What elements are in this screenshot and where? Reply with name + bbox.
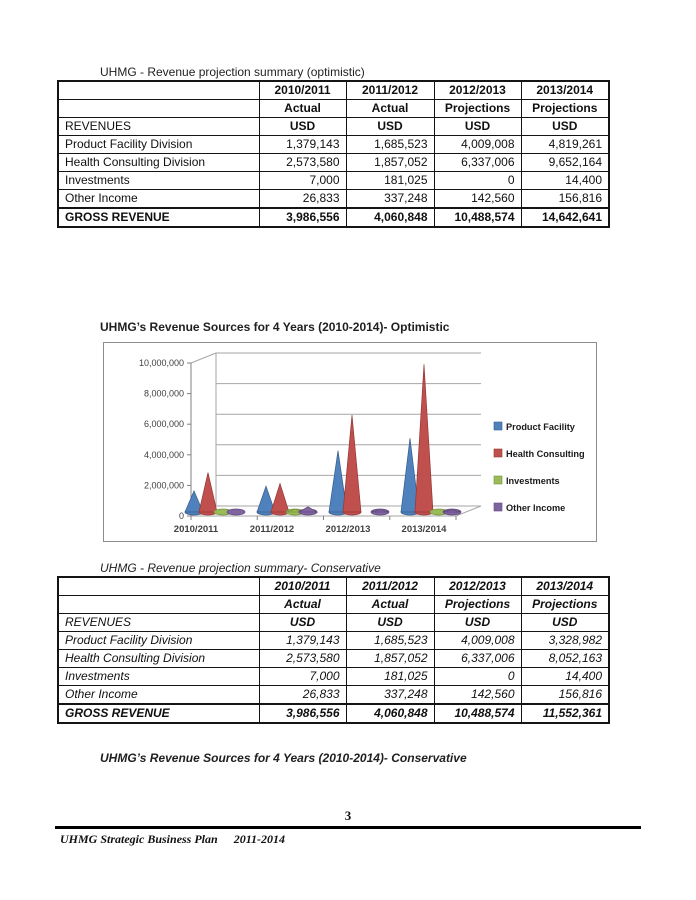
footer-doc-dates: 2011-2014 — [233, 832, 286, 846]
svg-text:8,000,000: 8,000,000 — [143, 388, 184, 399]
svg-text:0: 0 — [178, 511, 184, 521]
table-cell: 2010/2011 — [259, 577, 346, 596]
table-cell: 181,025 — [346, 668, 434, 686]
table-cell: 1,379,143 — [259, 632, 346, 650]
table-cell: Actual — [259, 100, 346, 118]
table-cell: Actual — [346, 100, 434, 118]
table-cell: Product Facility Division — [58, 136, 259, 154]
table-cell: 11,552,361 — [521, 704, 609, 723]
table-cell: 26,833 — [259, 190, 346, 209]
svg-text:Product Facility: Product Facility — [506, 422, 575, 432]
svg-text:2,000,000: 2,000,000 — [143, 480, 184, 491]
table-cell: 1,857,052 — [346, 154, 434, 172]
table-cell: 14,400 — [521, 668, 609, 686]
svg-text:Other Income: Other Income — [506, 503, 566, 513]
optimistic-chart-title: UHMG’s Revenue Sources for 4 Years (2010-2014)- Optimistic — [100, 320, 450, 334]
revenue-cone-chart — [103, 342, 597, 542]
table-cell: 1,685,523 — [346, 632, 434, 650]
conservative-chart-title: UHMG’s Revenue Sources for 4 Years (2010-2014)- Conservative — [100, 751, 467, 765]
table-cell: 14,400 — [521, 172, 609, 190]
table-row-total — [58, 208, 609, 227]
table-cell: Actual — [259, 596, 346, 614]
table-cell: 4,060,848 — [346, 208, 434, 227]
table-cell: 14,642,641 — [521, 208, 609, 227]
table-cell: Health Consulting Division — [58, 154, 259, 172]
table-cell: Projections — [434, 596, 521, 614]
table-cell: 10,488,574 — [434, 208, 521, 227]
table-cell: 2012/2013 — [434, 81, 521, 100]
table-cell — [58, 596, 259, 614]
table-cell: 2013/2014 — [521, 81, 609, 100]
table-cell: 2012/2013 — [434, 577, 521, 596]
table-cell: 8,052,163 — [521, 650, 609, 668]
table-cell: 3,986,556 — [259, 704, 346, 723]
table-cell: USD — [521, 614, 609, 632]
table-cell: 1,857,052 — [346, 650, 434, 668]
table-cell: Other Income — [58, 686, 259, 705]
svg-text:4,000,000: 4,000,000 — [143, 449, 184, 460]
table-row — [58, 190, 609, 209]
optimistic-table-title: UHMG - Revenue projection summary (optimistic) — [100, 65, 365, 79]
table-row-periods — [58, 100, 609, 118]
revenue-table-conservative — [57, 576, 610, 724]
table-cell: USD — [346, 614, 434, 632]
svg-text:2010/2011: 2010/2011 — [173, 524, 219, 535]
table-cell: 0 — [434, 668, 521, 686]
table-cell: USD — [521, 118, 609, 136]
table-cell: 6,337,006 — [434, 154, 521, 172]
revenue-table-optimistic — [57, 80, 610, 228]
table-cell: 7,000 — [259, 172, 346, 190]
table-cell: 1,685,523 — [346, 136, 434, 154]
table-cell: 156,816 — [521, 190, 609, 209]
table-row-unit — [58, 118, 609, 136]
table-row — [58, 136, 609, 154]
table-cell: 0 — [434, 172, 521, 190]
svg-text:Health Consulting: Health Consulting — [506, 449, 585, 459]
table-cell: 337,248 — [346, 190, 434, 209]
table-cell: 26,833 — [259, 686, 346, 705]
table-cell — [58, 100, 259, 118]
table-row-years — [58, 577, 609, 596]
table-row-years — [58, 81, 609, 100]
table-cell: 7,000 — [259, 668, 346, 686]
chart-canvas — [104, 343, 596, 541]
footer-rule — [55, 826, 641, 829]
table-cell: 2010/2011 — [259, 81, 346, 100]
table-row — [58, 632, 609, 650]
table-cell: USD — [259, 614, 346, 632]
table-cell: 2,573,580 — [259, 650, 346, 668]
table-row — [58, 172, 609, 190]
table-row — [58, 686, 609, 705]
table-cell: USD — [434, 118, 521, 136]
table-row-periods — [58, 596, 609, 614]
svg-text:Investments: Investments — [506, 476, 560, 486]
table-cell: Health Consulting Division — [58, 650, 259, 668]
table-cell — [58, 81, 259, 100]
table-cell: USD — [346, 118, 434, 136]
table-row — [58, 650, 609, 668]
table-cell: 4,009,008 — [434, 136, 521, 154]
table-cell: Projections — [521, 596, 609, 614]
table-cell: Product Facility Division — [58, 632, 259, 650]
table-cell: 156,816 — [521, 686, 609, 705]
table-cell: Projections — [434, 100, 521, 118]
table-cell: 4,060,848 — [346, 704, 434, 723]
table-cell: Actual — [346, 596, 434, 614]
table-cell: 10,488,574 — [434, 704, 521, 723]
table-row-unit — [58, 614, 609, 632]
table-cell: Investments — [58, 668, 259, 686]
table-cell: REVENUES — [58, 614, 259, 632]
svg-text:2012/2013: 2012/2013 — [325, 524, 371, 535]
table-cell: 2011/2012 — [346, 577, 434, 596]
table-cell: USD — [434, 614, 521, 632]
svg-text:6,000,000: 6,000,000 — [143, 419, 184, 430]
table-cell: 181,025 — [346, 172, 434, 190]
conservative-table-title: UHMG - Revenue projection summary- Conservative — [100, 561, 381, 575]
table-cell: USD — [259, 118, 346, 136]
table-cell: GROSS REVENUE — [58, 208, 259, 227]
svg-text:2013/2014: 2013/2014 — [401, 524, 447, 535]
table-cell: 6,337,006 — [434, 650, 521, 668]
table-cell: 142,560 — [434, 190, 521, 209]
table-cell: Projections — [521, 100, 609, 118]
footer — [60, 832, 285, 847]
table-cell: 4,819,261 — [521, 136, 609, 154]
footer-doc-title: UHMG Strategic Business Plan — [60, 832, 218, 846]
table-cell: 142,560 — [434, 686, 521, 705]
table-cell: REVENUES — [58, 118, 259, 136]
svg-text:2011/2012: 2011/2012 — [249, 524, 295, 535]
table-row — [58, 154, 609, 172]
table-cell — [58, 577, 259, 596]
table-cell: 4,009,008 — [434, 632, 521, 650]
table-row — [58, 668, 609, 686]
table-cell: 2,573,580 — [259, 154, 346, 172]
table-cell: Investments — [58, 172, 259, 190]
table-cell: 337,248 — [346, 686, 434, 705]
table-row-total — [58, 704, 609, 723]
page-number: 3 — [344, 808, 352, 823]
table-cell: 3,986,556 — [259, 208, 346, 227]
table-cell: 2011/2012 — [346, 81, 434, 100]
table-cell: 3,328,982 — [521, 632, 609, 650]
svg-text:10,000,000: 10,000,000 — [138, 358, 184, 368]
table-cell: 9,652,164 — [521, 154, 609, 172]
table-cell: Other Income — [58, 190, 259, 209]
table-cell: 1,379,143 — [259, 136, 346, 154]
table-cell: GROSS REVENUE — [58, 704, 259, 723]
table-cell: 2013/2014 — [521, 577, 609, 596]
